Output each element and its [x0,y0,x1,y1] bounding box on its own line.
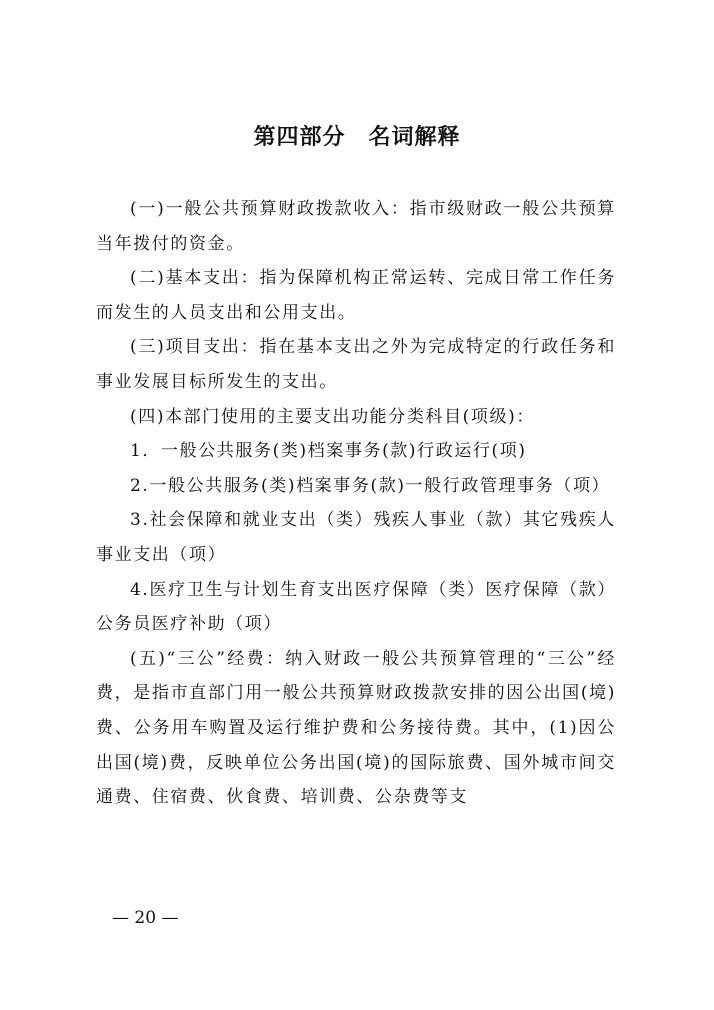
paragraph-1: (一)一般公共预算财政拨款收入：指市级财政一般公共预算当年拨付的资金。 [96,199,616,254]
paragraph-9: (五)“三公”经费：纳入财政一般公共预算管理的“三公”经费，是指市直部门用一般公共预算财政拨款安排的因公出国(境)费、公务用车购置及运行维护费和公务接待费。其中，(1)因公出国(境)费，反映单位公务出国(境)的国际旅费、国外城市间交通费、住宿费、伙食费、培训费、公杂费等支 [96,648,616,808]
page-number: — 20 — [112,908,179,928]
paragraph-5: 1．一般公共服务(类)档案事务(款)行政运行(项) [130,441,527,462]
paragraph-4: (四)本部门使用的主要支出功能分类科目(项级)： [130,406,535,427]
paragraph-8: 4.医疗卫生与计划生育支出医疗保障（类）医疗保障（款）公务员医疗补助（项） [96,579,616,635]
paragraph-3: (三)项目支出：指在基本支出之外为完成特定的行政任务和事业发展目标所发生的支出。 [96,337,616,392]
body-text [96,192,616,815]
page-title: 第四部分 名词解释 [253,125,461,150]
paragraph-6: 2.一般公共服务(类)档案事务(款)一般行政管理事务（项） [130,475,611,496]
paragraph-7: 3.社会保障和就业支出（类）残疾人事业（款）其它残疾人事业支出（项） [96,510,616,565]
paragraph-2: (二)基本支出：指为保障机构正常运转、完成日常工作任务而发生的人员支出和公用支出。 [96,268,616,323]
